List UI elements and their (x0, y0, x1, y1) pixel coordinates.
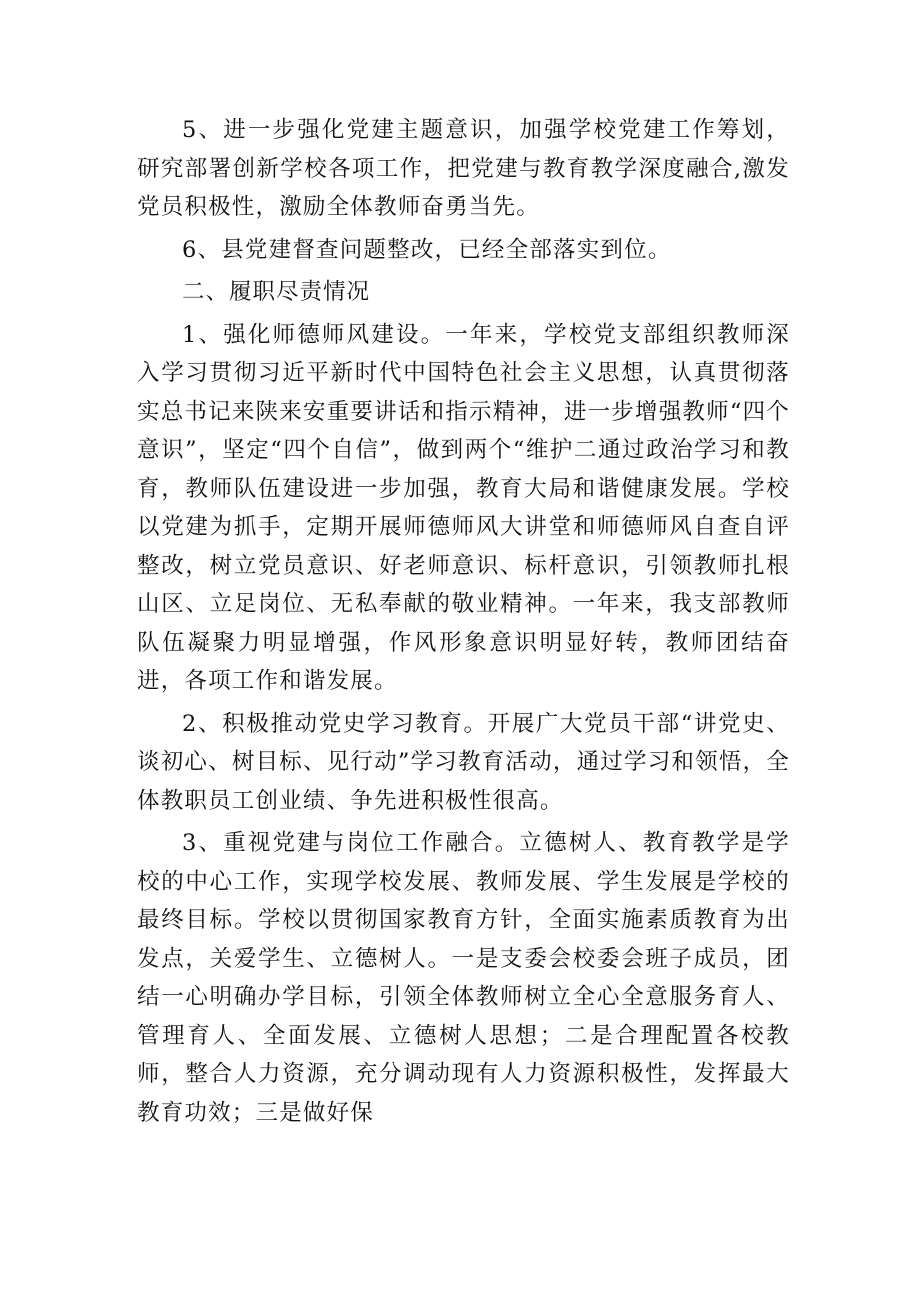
paragraph-item-5: 5、进一步强化党建主题意识，加强学校党建工作筹划，研究部署创新学校各项工作，把党建与教育教学深度融合,激发党员积极性，激励全体教师奋勇当先。 (137, 117, 790, 220)
paragraph-item-6: 6、县党建督查问题整改，已经全部落实到位。 (182, 236, 672, 263)
section-heading: 二、履职尽责情况 (182, 279, 371, 305)
paragraph-work-integration: 3、重视党建与岗位工作融合。立德树人、教育教学是学校的中心工作，实现学校发展、教师发展、学生发展是学校的最终目标。学校以贯彻国家教育方针，全面实施素质教育为出发点，关爱学生、立德树人。一是支委会校委会班子成员，团结一心明确办学目标，引领全体教师树立全心全意服务育人、管理育人、全面发展、立德树人思想；二是合理配置各校教师，整合人力资源，充分调动现有人力资源积极性，发挥最大教育功效；三是做好保 (137, 830, 790, 1126)
paragraph-teacher-ethics: 1、强化师德师风建设。一年来，学校党支部组织教师深入学习贯彻习近平新时代中国特色社会主义思想，认真贯彻落实总书记来陕来安重要讲话和指示精神，进一步增强教师“四个意识”，坚定“四个自信”，做到两个“维护二通过政治学习和教育，教师队伍建设进一步加强，教育大局和谐健康发展。学校以党建为抓手，定期开展师德师风大讲堂和师德师风自查自评整改，树立党员意识、好老师意识、标杆意识，引领教师扎根山区、立足岗位、无私奉献的敬业精神。一年来，我支部教师队伍凝聚力明显增强，作风形象意识明显好转，教师团结奋进，各项工作和谐发展。 (137, 321, 790, 694)
paragraph-party-history: 2、积极推动党史学习教育。开展广大党员干部“讲党史、谈初心、树目标、见行动”学习教育活动，通过学习和领悟，全体教职员工创业绩、争先进积极性很高。 (137, 710, 790, 814)
